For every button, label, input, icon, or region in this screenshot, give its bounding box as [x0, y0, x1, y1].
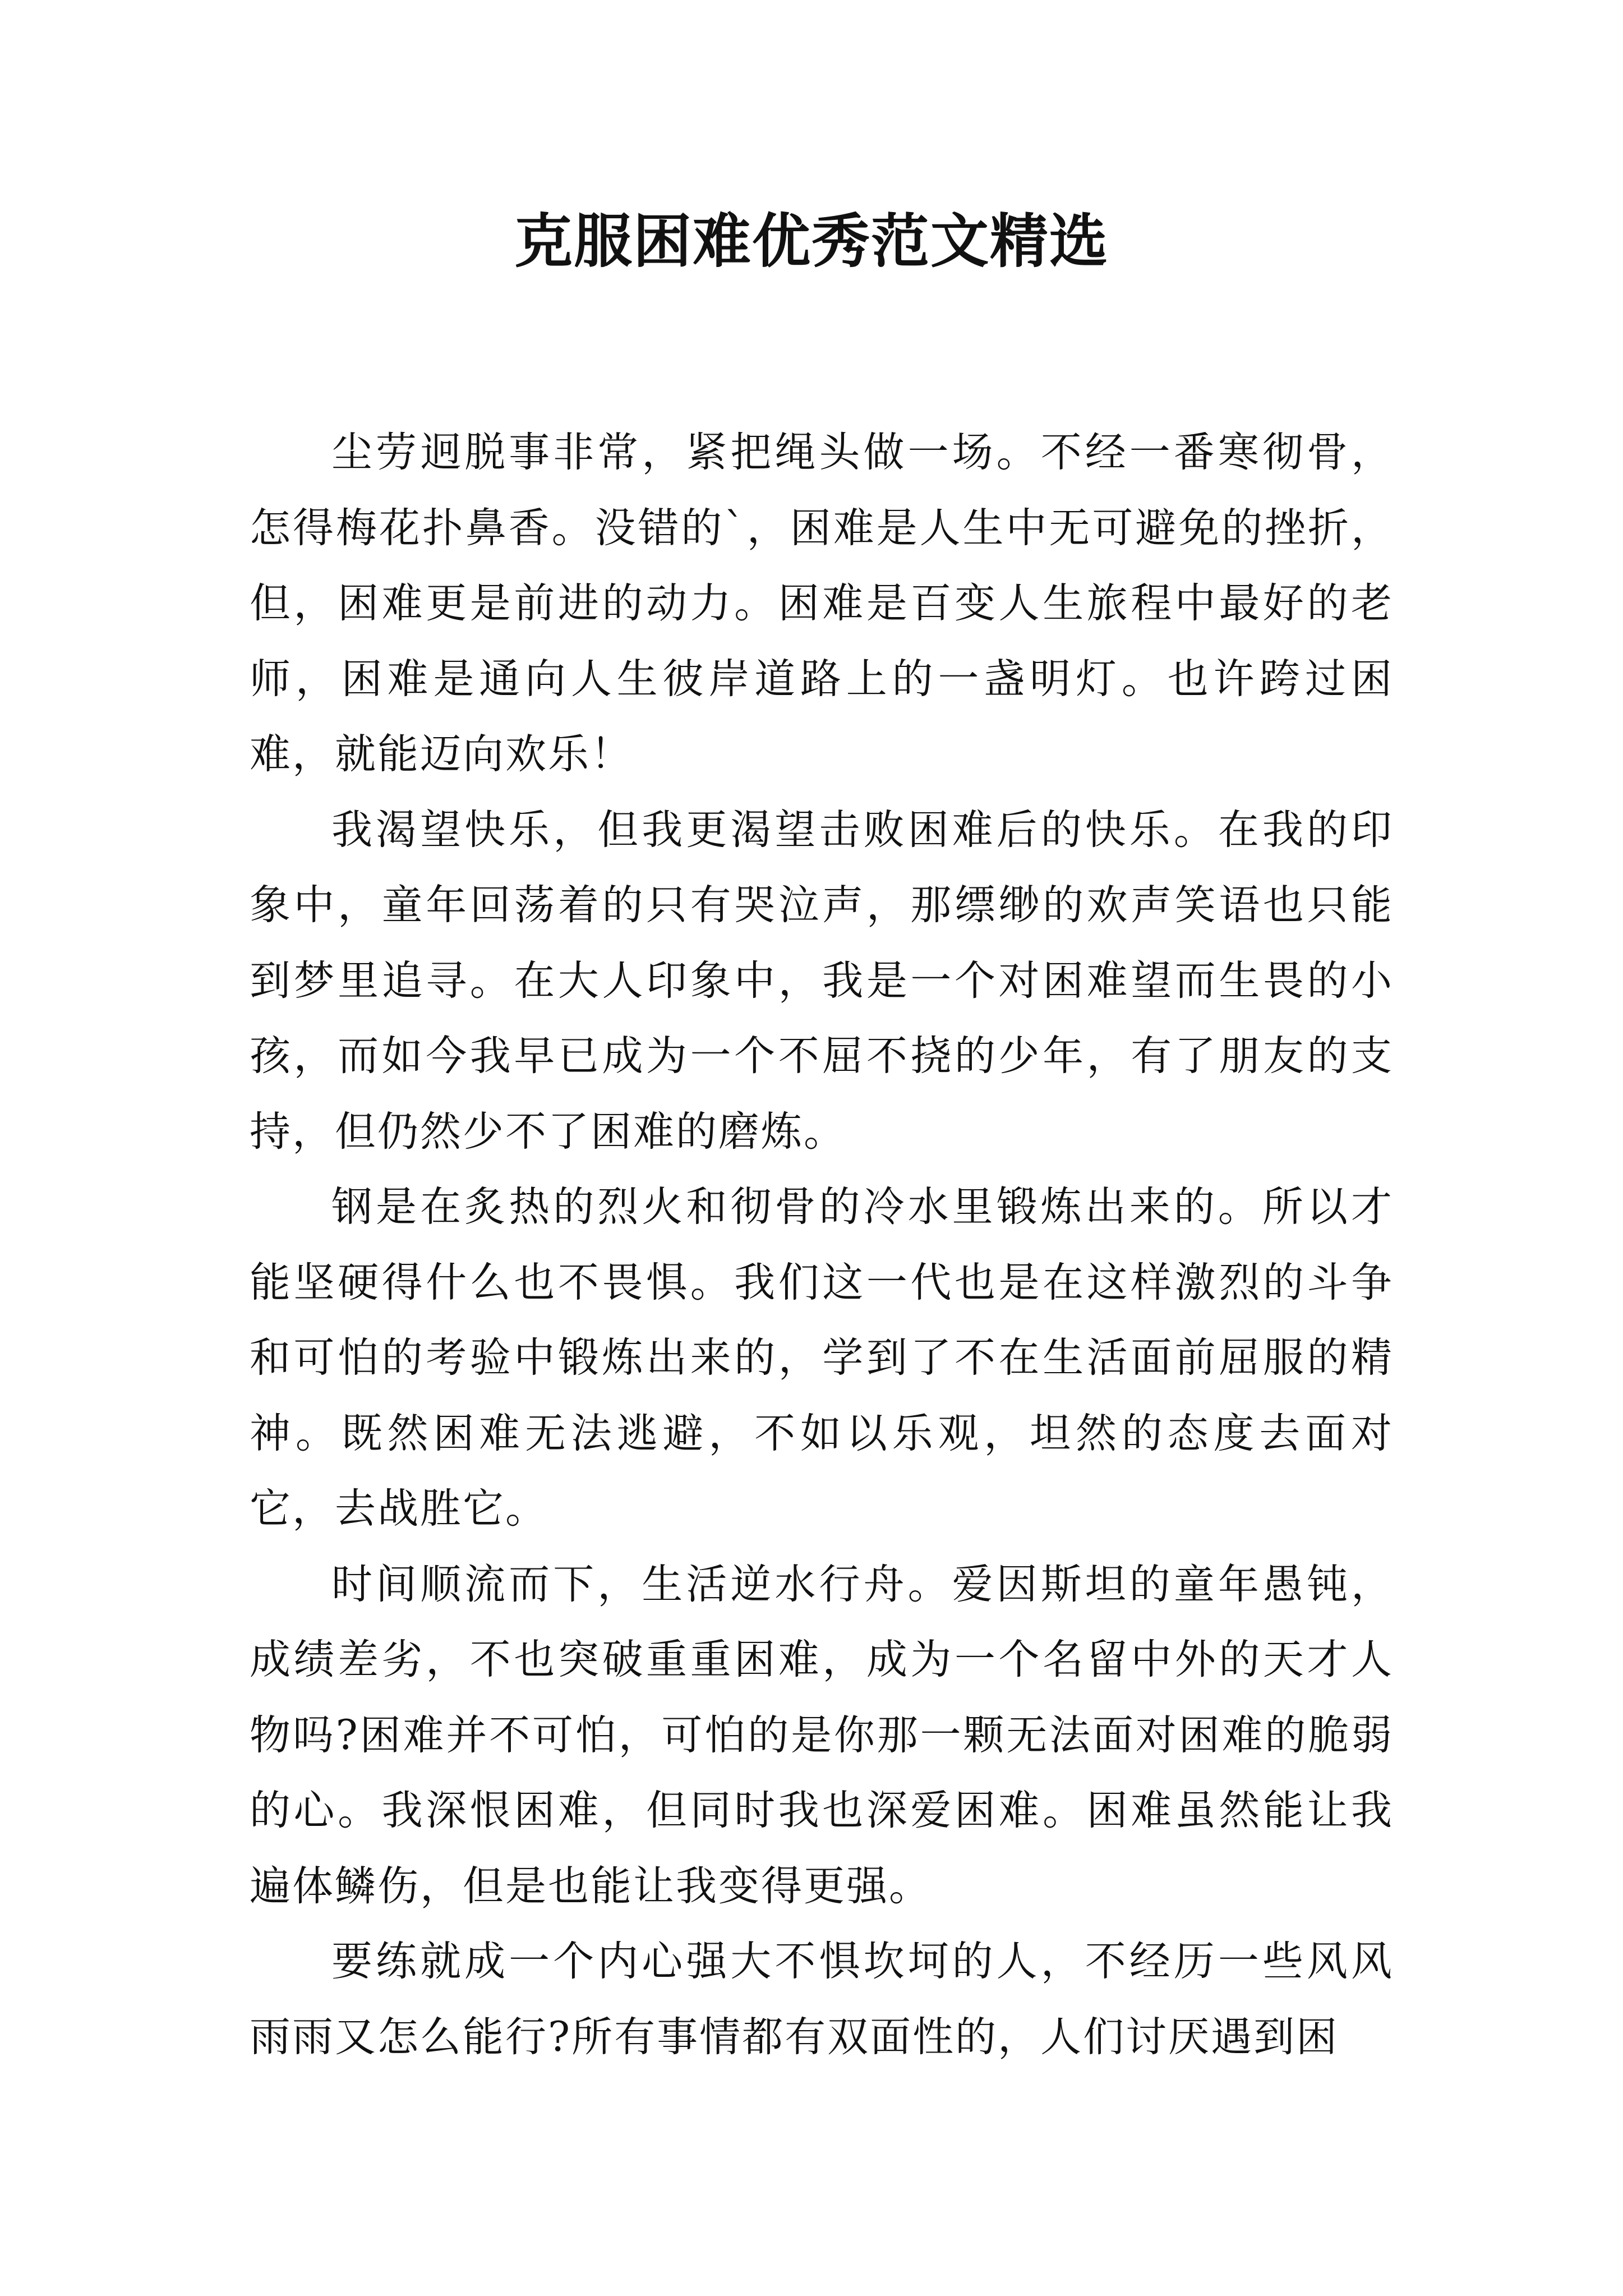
- paragraph: 要练就成一个内心强大不惧坎坷的人，不经历一些风风雨雨又怎么能行?所有事情都有双面性的，人们讨厌遇到困: [250, 1938, 1394, 2061]
- paragraph: 尘劳迥脱事非常，紧把绳头做一场。不经一番寒彻骨，怎得梅花扑鼻香。没错的`，困难是人生中无可避免的挫折，但，困难更是前进的动力。困难是百变人生旅程中最好的老师，困难是通向人生彼岸道路上的一盏明灯。也许跨过困难，就能迈向欢乐！: [250, 429, 1394, 778]
- paragraph: 我渴望快乐，但我更渴望击败困难后的快乐。在我的印象中，童年回荡着的只有哭泣声，那缥缈的欢声笑语也只能到梦里追寻。在大人印象中，我是一个对困难望而生畏的小孩，而如今我早已成为一个不屈不挠的少年，有了朋友的支持，但仍然少不了困难的磨炼。: [250, 806, 1394, 1156]
- document-body: [250, 415, 1394, 2075]
- paragraph: 钢是在炙热的烈火和彻骨的冷水里锻炼出来的。所以才能坚硬得什么也不畏惧。我们这一代也是在这样激烈的斗争和可怕的考验中锻炼出来的，学到了不在生活面前屈服的精神。既然困难无法逃避，不如以乐观，坦然的态度去面对它，去战胜它。: [250, 1183, 1394, 1533]
- document-title: 克服困难优秀范文精选: [514, 206, 1109, 275]
- paragraph: 时间顺流而下，生活逆水行舟。爱因斯坦的童年愚钝，成绩差劣，不也突破重重困难，成为一个名留中外的天才人物吗?困难并不可怕，可怕的是你那一颗无法面对困难的脆弱的心。我深恨困难，但同时我也深爱困难。困难虽然能让我遍体鳞伤，但是也能让我变得更强。: [250, 1560, 1394, 1910]
